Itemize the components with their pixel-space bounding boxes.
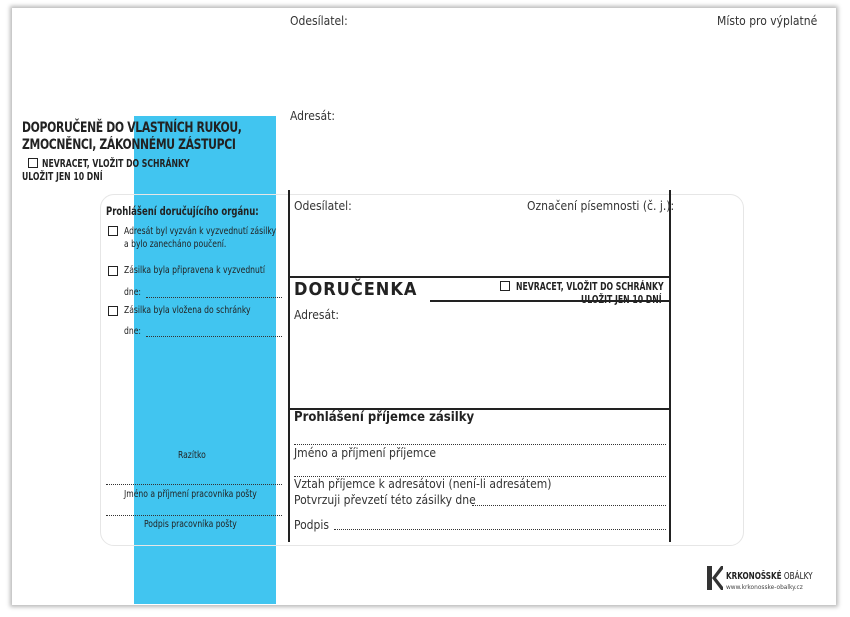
recipient-declaration-title: Prohlášení příjemce zásilky [294,410,475,425]
recipient-date-line [472,505,666,506]
recipient-sign-line [334,529,666,530]
opt1-line1: Adresát byl vyzván k vyzvednutí zásilky [124,226,277,237]
recipient-relation-label: Vztah příjemce k adresátovi (není-li adresátem) [294,477,552,491]
no-return-checkbox[interactable] [28,158,38,168]
receipt-store-10-label: ULOŽIT JEN 10 DNÍ [581,294,662,306]
worker-name-line [106,484,282,485]
recipient-confirm-label: Potvrzuji převzetí této zásilky dne [294,493,476,507]
opt1-line2: a bylo zanecháno poučení. [124,239,227,250]
receipt-no-return-checkbox[interactable] [500,281,510,291]
opt1-checkbox[interactable] [108,226,118,236]
receipt-no-return-label: NEVRACET, VLOŽIT DO SCHRÁNKY [516,281,664,293]
opt2-checkbox[interactable] [108,266,118,276]
receipt-divider-1 [288,276,670,278]
recipient-line-1 [294,444,666,445]
declaration-title: Prohlášení doručujícího orgánu: [106,204,259,218]
receipt-left-border [288,190,290,542]
logo-url: www.krkonosske-obalky.cz [726,583,803,591]
title-line1: DOPORUČENĚ DO VLASTNÍCH RUKOU, [22,120,242,136]
opt2-date-line [146,297,282,298]
opt2-label: Zásilka byla připravena k vyzvednutí [124,265,265,276]
receipt-ref-label: Označení písemnosti (č. j.): [527,199,675,213]
title-line2: ZMOCNĚNCI, ZÁKONNÉMU ZÁSTUPCI [22,137,236,153]
worker-sign-line [106,515,282,516]
logo-name [726,571,813,582]
worker-name-label: Jméno a příjmení pracovníka pošty [124,489,257,500]
logo-name-bold: KRKONOŠSKÉ [726,571,782,582]
opt2-date-label: dne: [124,287,141,298]
receipt-sender-label: Odesílatel: [294,199,352,213]
receipt-right-border [669,190,671,542]
worker-sign-label: Podpis pracovníka pošty [144,519,237,530]
opt3-label: Zásilka byla vložena do schránky [124,305,251,316]
store-10-label: ULOŽIT JEN 10 DNÍ [22,171,103,183]
logo-name-light: OBÁLKY [783,571,813,582]
stamp-label: Razítko [178,450,206,461]
postage-label: Místo pro výplatné [717,14,818,28]
sender-label: Odesílatel: [290,14,348,28]
recipient-name-label: Jméno a příjmení příjemce [294,446,437,460]
opt3-checkbox[interactable] [108,306,118,316]
receipt-addressee-label: Adresát: [294,308,339,322]
addressee-label-top: Adresát: [290,109,335,123]
opt3-date-line [146,336,282,337]
opt3-date-label: dne: [124,326,141,337]
logo-k-icon [707,566,723,590]
no-return-label: NEVRACET, VLOŽIT DO SCHRÁNKY [42,158,190,170]
recipient-sign-label: Podpis [294,518,330,532]
receipt-title: DORUČENKA [294,279,418,300]
